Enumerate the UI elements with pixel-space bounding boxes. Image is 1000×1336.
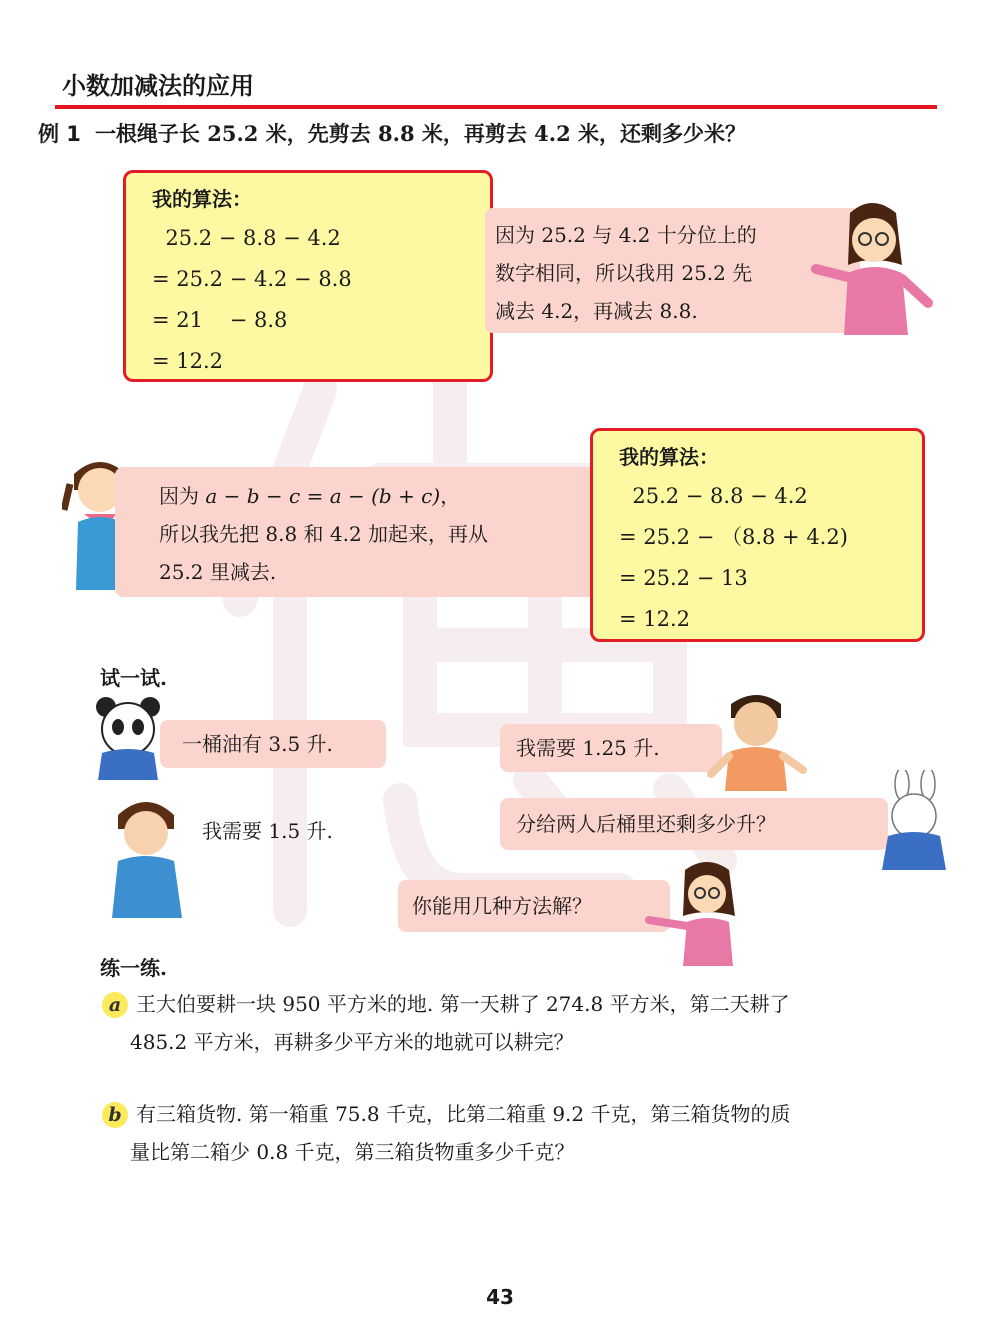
girl-with-glasses-illustration <box>810 195 935 335</box>
try-it-heading: 试一试. <box>100 666 167 690</box>
example-question <box>38 118 746 148</box>
rabbit-speech-text: 分给两人后桶里还剩多少升？ <box>516 812 776 836</box>
method1-line: 25.2 − 8.8 − 4.2 <box>152 226 341 250</box>
method2-explanation-line: 所以我先把 8.8 和 4.2 加起来，再从 <box>159 522 489 546</box>
method1-explanation-bubble <box>485 208 860 333</box>
page-title: 小数加减法的应用 <box>62 72 254 100</box>
practice-item-line: 485.2 平方米，再耕多少平方米的地就可以耕完？ <box>130 1030 574 1054</box>
method2-explanation-bubble <box>115 467 605 597</box>
example-text: 一根绳子长 25.2 米，先剪去 8.8 米，再剪去 4.2 米，还剩多少米？ <box>94 121 747 146</box>
method2-calc-box <box>590 428 925 642</box>
method1-line: = 12.2 <box>152 349 224 373</box>
method1-explanation-line: 因为 25.2 与 4.2 十分位上的 <box>495 223 757 247</box>
practice-heading: 练一练. <box>100 956 167 980</box>
method1-calc-box <box>123 170 493 382</box>
example-label: 例 1 <box>38 122 81 146</box>
boy-orange-shirt-illustration <box>705 686 810 791</box>
method1-line: = 25.2 − 4.2 − 8.8 <box>152 267 352 291</box>
method2-line: = 12.2 <box>619 607 691 631</box>
boy-blue-jacket-illustration <box>104 793 189 918</box>
formula-prefix: 因为 <box>159 484 206 508</box>
formula: a − b − c = a − (b + c) <box>205 484 441 508</box>
practice-item-text: 有三箱货物. 第一箱重 75.8 千克，比第二箱重 9.2 千克，第三箱货物的质 <box>136 1102 791 1126</box>
practice-item-line <box>102 1095 790 1133</box>
formula-suffix: ， <box>440 484 461 508</box>
practice-item-text: 王大伯要耕一块 950 平方米的地. 第一天耕了 274.8 平方米，第二天耕了 <box>136 992 790 1016</box>
method1-line: = 21 − 8.8 <box>152 308 288 332</box>
girl-with-glasses-small-illustration <box>645 858 755 966</box>
practice-item-line: 量比第二箱少 0.8 千克，第三箱货物重多少千克？ <box>130 1140 575 1164</box>
page-number: 43 <box>486 1285 514 1309</box>
practice-item-b <box>102 1095 790 1171</box>
practice-item-a <box>102 985 790 1061</box>
boy2-speech-text: 我需要 1.5 升. <box>202 819 333 843</box>
method2-line: = 25.2 − 13 <box>619 566 748 590</box>
girl-speech-text: 你能用几种方法解？ <box>412 894 592 918</box>
panda-speech-bubble <box>160 720 386 768</box>
title-rule <box>55 105 937 109</box>
method1-explanation-line: 减去 4.2，再减去 8.8. <box>495 299 698 323</box>
rabbit-speech-bubble <box>500 798 888 850</box>
practice-item-line <box>102 985 790 1023</box>
method2-line: = 25.2 − （8.8 + 4.2) <box>619 525 848 549</box>
practice-item-badge: a <box>102 992 128 1018</box>
panda-speech-text: 一桶油有 3.5 升. <box>182 732 333 756</box>
method2-line: 25.2 − 8.8 − 4.2 <box>619 484 808 508</box>
method2-explanation-line: 25.2 里减去. <box>159 560 277 584</box>
method1-explanation-line: 数字相同，所以我用 25.2 先 <box>495 261 753 285</box>
method2-formula-line <box>159 477 605 515</box>
boy1-speech-bubble <box>500 724 722 772</box>
boy1-speech-text: 我需要 1.25 升. <box>516 736 660 760</box>
rabbit-illustration <box>868 770 958 870</box>
method2-heading: 我的算法： <box>619 445 719 469</box>
practice-item-badge: b <box>102 1102 128 1128</box>
method1-heading: 我的算法： <box>152 187 252 211</box>
girl-speech-bubble <box>398 880 670 932</box>
